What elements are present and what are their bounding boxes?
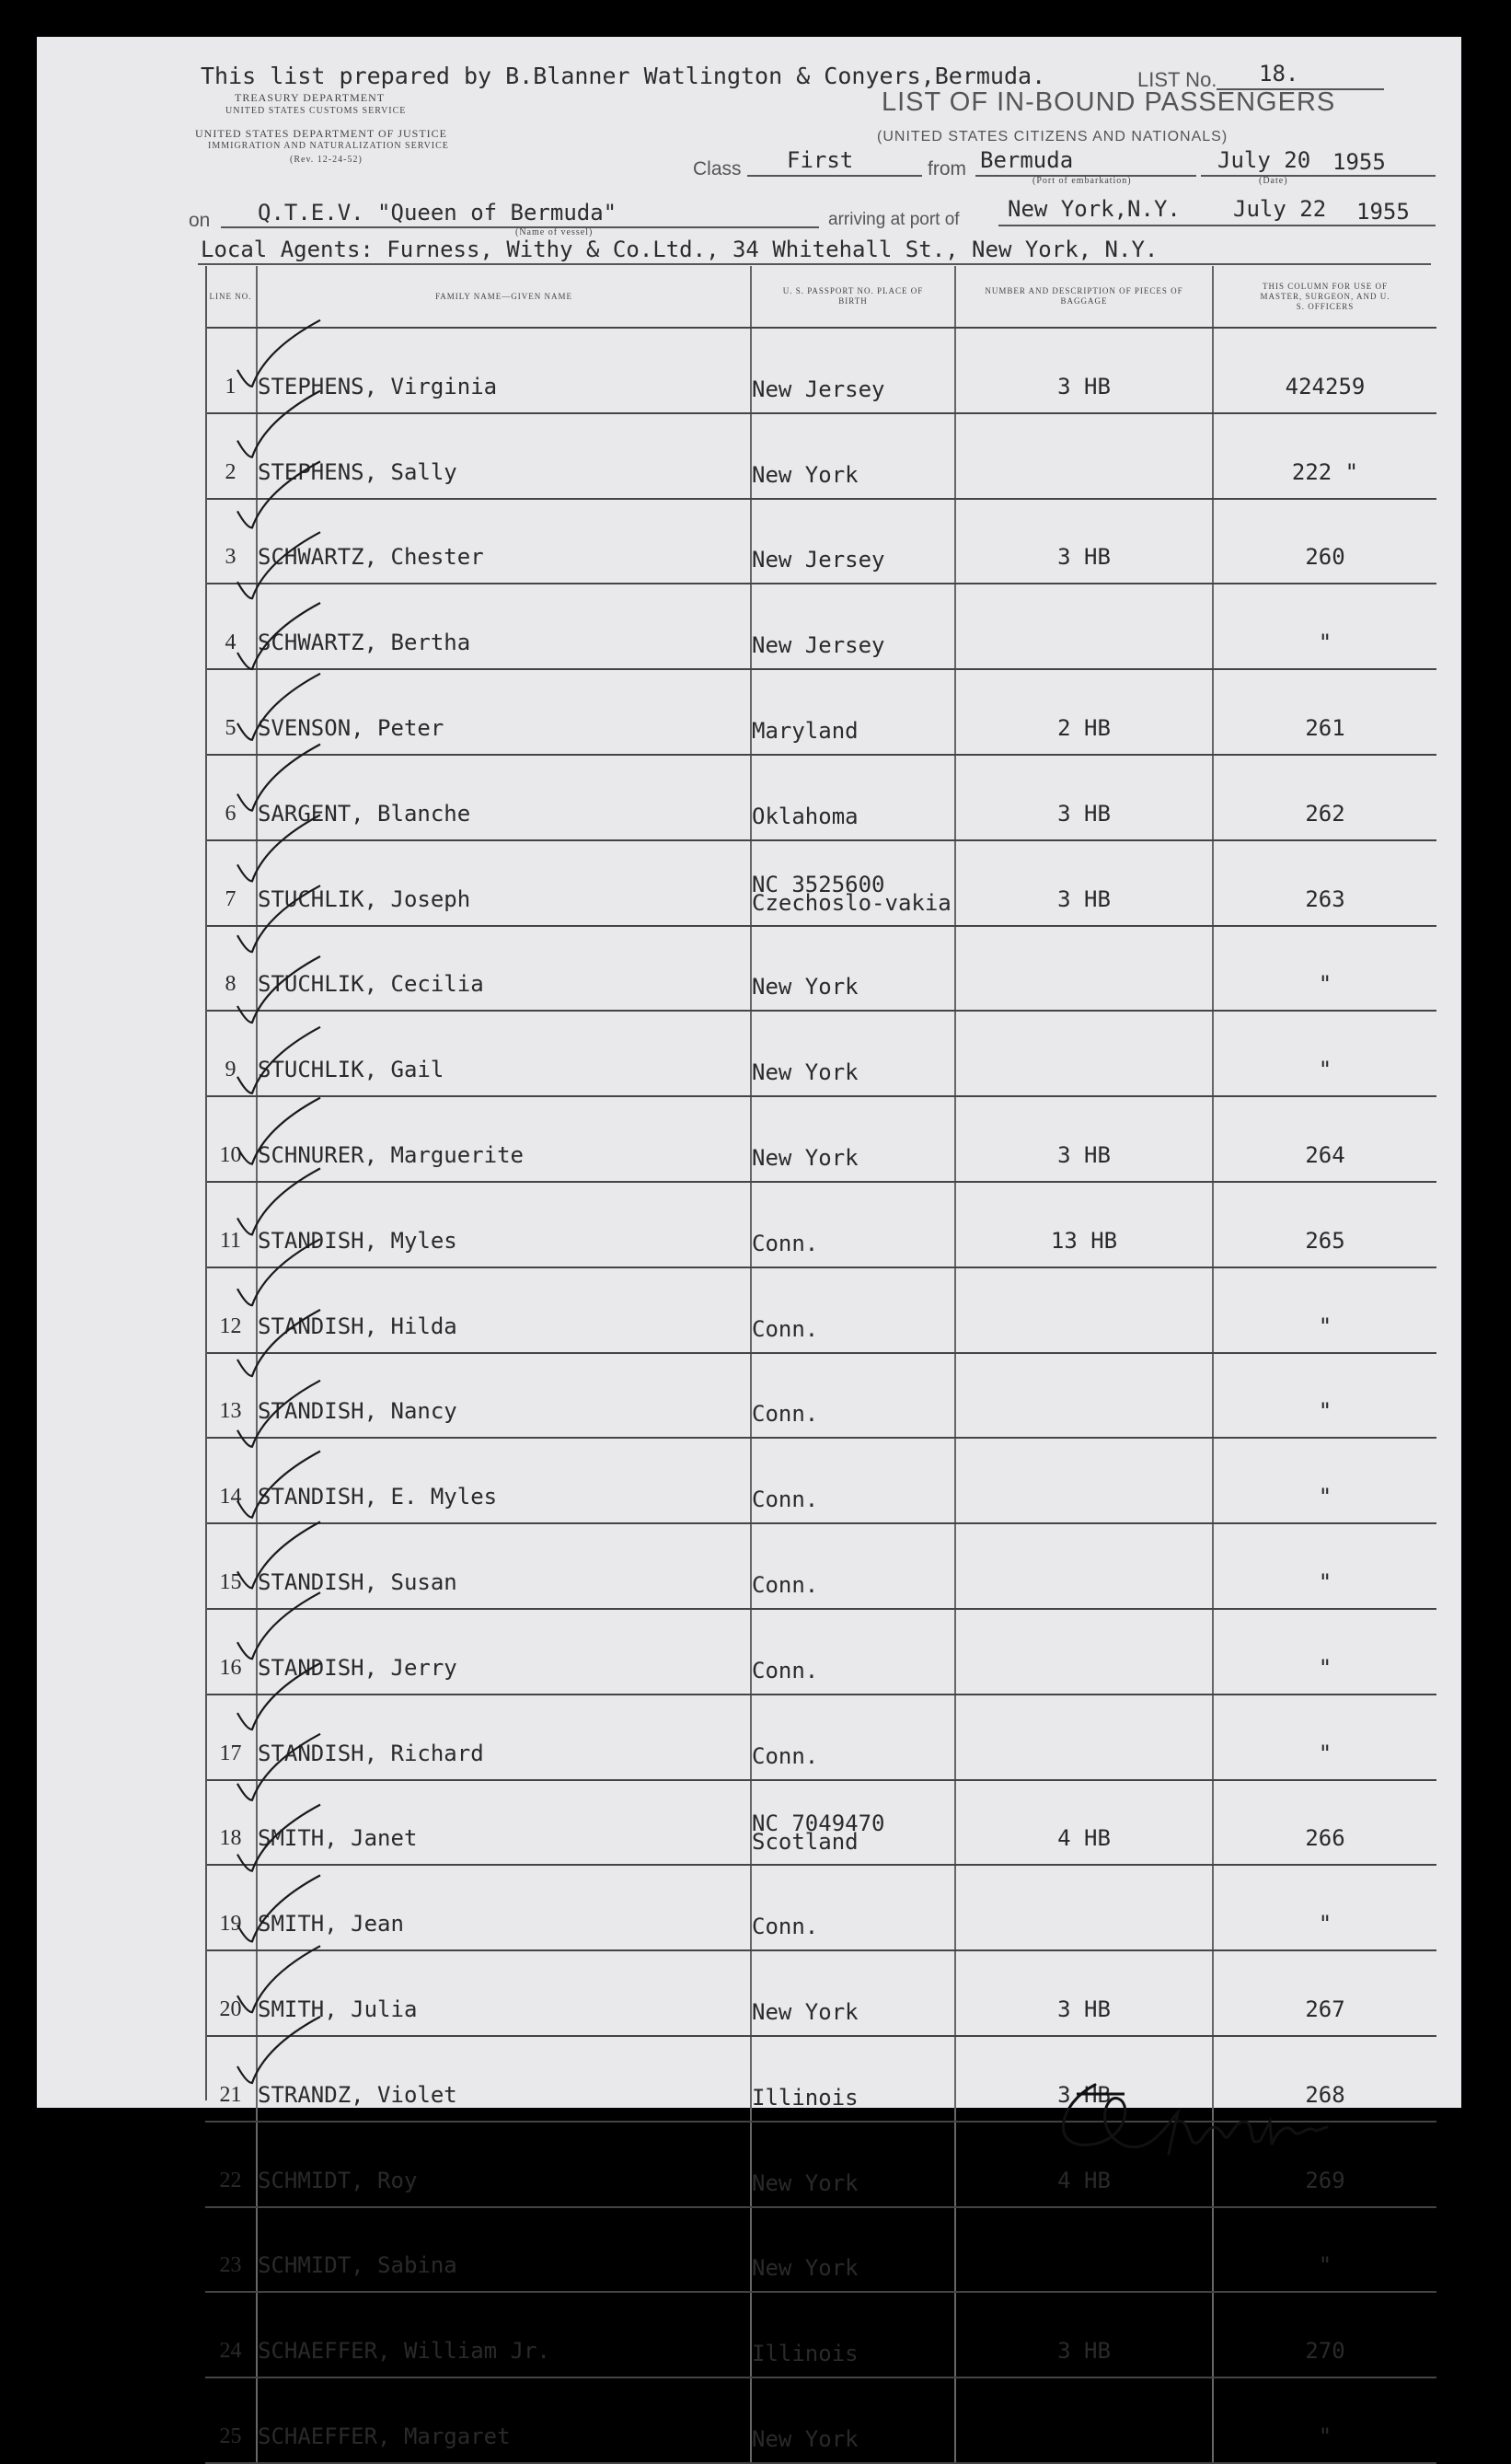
baggage: 4 HB (955, 1780, 1213, 1866)
list-no-label: LIST No. (1137, 68, 1217, 91)
baggage (955, 1353, 1213, 1439)
table-row (205, 1438, 1436, 1523)
place-of-birth (751, 926, 955, 1012)
passenger-name: SCHMIDT, Roy (257, 2122, 751, 2207)
line-number: 6 (205, 755, 257, 840)
passenger-name: SCHAEFFER, William Jr. (257, 2292, 751, 2377)
officer-note: " (1213, 1695, 1436, 1780)
from-value: Bermuda (980, 147, 1074, 173)
place-line-1: New York (752, 2425, 859, 2452)
col-header-officers: THIS COLUMN FOR USE OF MASTER, SURGEON, AND U. S. OFFICERS (1213, 266, 1436, 328)
place-line-2: Czechoslo-vakia (752, 889, 952, 916)
passenger-name: SARGENT, Blanche (257, 755, 751, 840)
officer-note: 263 (1213, 840, 1436, 926)
arriving-label: arriving at port of (828, 210, 960, 229)
line-number: 10 (205, 1096, 257, 1182)
table-row (205, 1609, 1436, 1695)
officer-note: 267 (1213, 1950, 1436, 2036)
officer-note: 269 (1213, 2122, 1436, 2207)
table-row (205, 1780, 1436, 1866)
officer-note: 262 (1213, 755, 1436, 840)
list-no: 18. (1259, 61, 1299, 87)
arrival-date: July 22 (1233, 196, 1327, 222)
baggage (955, 1011, 1213, 1096)
passenger-name: SVENSON, Peter (257, 669, 751, 755)
table-row (205, 499, 1436, 584)
place-of-birth (751, 2122, 955, 2207)
place-line-1: Conn. (752, 1657, 819, 1683)
passenger-name: SCHWARTZ, Chester (257, 499, 751, 584)
place-line-1: NC 7049470 (752, 1810, 885, 1837)
passenger-name: STANDISH, Susan (257, 1523, 751, 1609)
place-line-1: Conn. (752, 1230, 819, 1256)
place-of-birth (751, 1780, 955, 1866)
line-number: 13 (205, 1353, 257, 1439)
officer-note: 260 (1213, 499, 1436, 584)
officer-note: " (1213, 2377, 1436, 2463)
table-row (205, 1950, 1436, 2036)
page-title: LIST OF IN-BOUND PASSENGERS (882, 87, 1336, 117)
line-number: 22 (205, 2122, 257, 2207)
place-of-birth (751, 755, 955, 840)
table-row (205, 926, 1436, 1012)
officer-note: " (1213, 1353, 1436, 1439)
place-of-birth (751, 1353, 955, 1439)
table-row (205, 1865, 1436, 1950)
inspector-signature (1040, 2066, 1334, 2168)
line-number: 16 (205, 1609, 257, 1695)
place-line-1: Conn. (752, 1571, 819, 1598)
class-label: Class (693, 158, 742, 179)
dept-customs: UNITED STATES CUSTOMS SERVICE (225, 106, 407, 116)
line-number: 2 (205, 413, 257, 499)
baggage (955, 2377, 1213, 2463)
place-of-birth (751, 2377, 955, 2463)
place-line-1: Conn. (752, 1315, 819, 1342)
table-row (205, 669, 1436, 755)
officer-note: 222 " (1213, 413, 1436, 499)
officer-note: 266 (1213, 1780, 1436, 1866)
passenger-name: SCHAEFFER, Margaret (257, 2377, 751, 2463)
table-left-border (205, 266, 207, 2100)
officer-note: " (1213, 926, 1436, 1012)
col-header-name: FAMILY NAME—GIVEN NAME (257, 266, 751, 328)
page-subtitle: (UNITED STATES CITIZENS AND NATIONALS) (877, 129, 1228, 145)
table-row (205, 584, 1436, 669)
place-line-1: New Jersey (752, 632, 885, 659)
place-of-birth (751, 2207, 955, 2293)
place-of-birth (751, 499, 955, 584)
officer-note: " (1213, 1865, 1436, 1950)
place-of-birth (751, 2292, 955, 2377)
date-value: July 20 (1217, 147, 1311, 173)
baggage: 3 HB (955, 499, 1213, 584)
local-agents: Local Agents: Furness, Withy & Co.Ltd., 34 Whitehall St., New York, N.Y. (201, 237, 1159, 262)
prepared-by-line: This list prepared by B.Blanner Watlington & Conyers,Bermuda. (201, 63, 1046, 89)
passenger-name: STUCHLIK, Gail (257, 1011, 751, 1096)
date-year: 1955 (1332, 149, 1386, 175)
line-number: 8 (205, 926, 257, 1012)
place-line-1: Conn. (752, 1486, 819, 1513)
passenger-name: STRANDZ, Violet (257, 2036, 751, 2122)
line-number: 20 (205, 1950, 257, 2036)
place-line-1: Conn. (752, 1401, 819, 1428)
class-underline (747, 175, 922, 177)
officer-note: 265 (1213, 1182, 1436, 1267)
place-of-birth (751, 1096, 955, 1182)
col-header-passport: U. S. PASSPORT NO. PLACE OF BIRTH (751, 266, 955, 328)
baggage (955, 2207, 1213, 2293)
officer-note: " (1213, 1523, 1436, 1609)
place-line-1: New York (752, 2255, 859, 2282)
passenger-name: STANDISH, Myles (257, 1182, 751, 1267)
baggage: 3 HB (955, 1096, 1213, 1182)
passenger-name: SCHWARTZ, Bertha (257, 584, 751, 669)
form-revision: (Rev. 12-24-52) (290, 155, 363, 165)
line-number: 23 (205, 2207, 257, 2293)
line-number: 7 (205, 840, 257, 926)
baggage (955, 1267, 1213, 1353)
passenger-name: STANDISH, Richard (257, 1695, 751, 1780)
baggage: 2 HB (955, 669, 1213, 755)
line-number: 3 (205, 499, 257, 584)
line-number: 17 (205, 1695, 257, 1780)
baggage: 3 HB (955, 2036, 1213, 2122)
officer-note: " (1213, 1438, 1436, 1523)
table-row (205, 1011, 1436, 1096)
baggage (955, 584, 1213, 669)
passenger-name: SCHMIDT, Sabina (257, 2207, 751, 2293)
place-of-birth (751, 1865, 955, 1950)
baggage: 3 HB (955, 755, 1213, 840)
line-number: 18 (205, 1780, 257, 1866)
vessel-caption: (Name of vessel) (515, 227, 594, 237)
officer-note: " (1213, 584, 1436, 669)
passenger-name: STUCHLIK, Cecilia (257, 926, 751, 1012)
place-line-1: New York (752, 1059, 859, 1086)
table-row (205, 413, 1436, 499)
place-of-birth (751, 1695, 955, 1780)
passenger-name: STANDISH, Nancy (257, 1353, 751, 1439)
passenger-name: STUCHLIK, Joseph (257, 840, 751, 926)
arrival-underline (998, 225, 1436, 226)
table-row (205, 1096, 1436, 1182)
line-number: 21 (205, 2036, 257, 2122)
passenger-name: STANDISH, E. Myles (257, 1438, 751, 1523)
baggage (955, 1438, 1213, 1523)
on-label: on (189, 210, 211, 231)
place-line-1: New York (752, 1144, 859, 1171)
baggage: 3 HB (955, 1950, 1213, 2036)
place-of-birth (751, 2036, 955, 2122)
passenger-name: STEPHENS, Virginia (257, 328, 751, 413)
table-row (205, 1182, 1436, 1267)
table-row (205, 2207, 1436, 2293)
officer-note: " (1213, 1267, 1436, 1353)
passenger-name: SMITH, Jean (257, 1865, 751, 1950)
table-row (205, 755, 1436, 840)
place-line-1: Illinois (752, 2084, 859, 2111)
place-line-1: Oklahoma (752, 803, 859, 829)
arrival-port: New York,N.Y. (1008, 196, 1181, 222)
passenger-name: STEPHENS, Sally (257, 413, 751, 499)
officer-note: " (1213, 1011, 1436, 1096)
table-row (205, 1267, 1436, 1353)
place-line-1: New York (752, 1998, 859, 2025)
baggage (955, 926, 1213, 1012)
place-of-birth (751, 1182, 955, 1267)
place-line-1: New Jersey (752, 547, 885, 573)
officer-note: 264 (1213, 1096, 1436, 1182)
table-row (205, 1695, 1436, 1780)
col-header-baggage: NUMBER AND DESCRIPTION OF PIECES OF BAGGAGE (955, 266, 1213, 328)
place-line-1: New Jersey (752, 376, 885, 402)
line-number: 1 (205, 328, 257, 413)
from-caption: (Port of embarkation) (1032, 176, 1132, 186)
place-line-1: Illinois (752, 2341, 859, 2367)
baggage: 3 HB (955, 328, 1213, 413)
place-line-1: New York (752, 974, 859, 1001)
line-number: 9 (205, 1011, 257, 1096)
line-number: 19 (205, 1865, 257, 1950)
place-of-birth (751, 1438, 955, 1523)
place-of-birth (751, 1609, 955, 1695)
table-row (205, 328, 1436, 413)
line-number: 11 (205, 1182, 257, 1267)
officer-note: 261 (1213, 669, 1436, 755)
baggage (955, 1609, 1213, 1695)
table-header-row (205, 266, 1436, 328)
baggage: 3 HB (955, 2292, 1213, 2377)
line-number: 15 (205, 1523, 257, 1609)
class-value: First (787, 147, 854, 173)
passenger-name: SCHNURER, Marguerite (257, 1096, 751, 1182)
table-row (205, 2292, 1436, 2377)
place-of-birth (751, 1523, 955, 1609)
place-of-birth (751, 1267, 955, 1353)
agents-underline (198, 263, 1431, 265)
place-of-birth (751, 413, 955, 499)
line-number: 12 (205, 1267, 257, 1353)
place-line-1: New York (752, 461, 859, 488)
place-line-1: Conn. (752, 1742, 819, 1769)
place-of-birth (751, 840, 955, 926)
passenger-name: STANDISH, Hilda (257, 1267, 751, 1353)
line-number: 24 (205, 2292, 257, 2377)
baggage (955, 1865, 1213, 1950)
passenger-name: STANDISH, Jerry (257, 1609, 751, 1695)
officer-note: " (1213, 2207, 1436, 2293)
place-line-1: NC 3525600 (752, 871, 885, 897)
table-row (205, 1353, 1436, 1439)
baggage (955, 413, 1213, 499)
place-line-1: Conn. (752, 1914, 819, 1940)
date-underline (1201, 175, 1436, 177)
dept-justice: UNITED STATES DEPARTMENT OF JUSTICE (195, 127, 448, 140)
baggage: 4 HB (955, 2122, 1213, 2207)
officer-note: 270 (1213, 2292, 1436, 2377)
baggage (955, 1695, 1213, 1780)
line-number: 14 (205, 1438, 257, 1523)
line-number: 25 (205, 2377, 257, 2463)
table-row (205, 840, 1436, 926)
passenger-name: SMITH, Julia (257, 1950, 751, 2036)
place-of-birth (751, 328, 955, 413)
place-of-birth (751, 1011, 955, 1096)
place-line-1: New York (752, 2169, 859, 2196)
from-label: from (928, 158, 966, 179)
table-row (205, 2377, 1436, 2463)
place-line-2: Scotland (752, 1829, 859, 1856)
date-caption: (Date) (1259, 176, 1288, 186)
vessel-name: Q.T.E.V. "Queen of Bermuda" (258, 200, 617, 226)
officer-note: 268 (1213, 2036, 1436, 2122)
place-of-birth (751, 669, 955, 755)
line-number: 5 (205, 669, 257, 755)
officer-note: 424259 (1213, 328, 1436, 413)
baggage (955, 1523, 1213, 1609)
baggage: 13 HB (955, 1182, 1213, 1267)
line-number: 4 (205, 584, 257, 669)
place-of-birth (751, 584, 955, 669)
passenger-name: SMITH, Janet (257, 1780, 751, 1866)
officer-note: " (1213, 1609, 1436, 1695)
baggage: 3 HB (955, 840, 1213, 926)
place-line-1: Maryland (752, 717, 859, 744)
col-header-line-no: LINE NO. (205, 266, 257, 328)
table-row (205, 1523, 1436, 1609)
dept-immigration: IMMIGRATION AND NATURALIZATION SERVICE (208, 141, 449, 151)
place-of-birth (751, 1950, 955, 2036)
dept-treasury: TREASURY DEPARTMENT (235, 91, 386, 104)
arrival-year: 1955 (1356, 199, 1410, 225)
